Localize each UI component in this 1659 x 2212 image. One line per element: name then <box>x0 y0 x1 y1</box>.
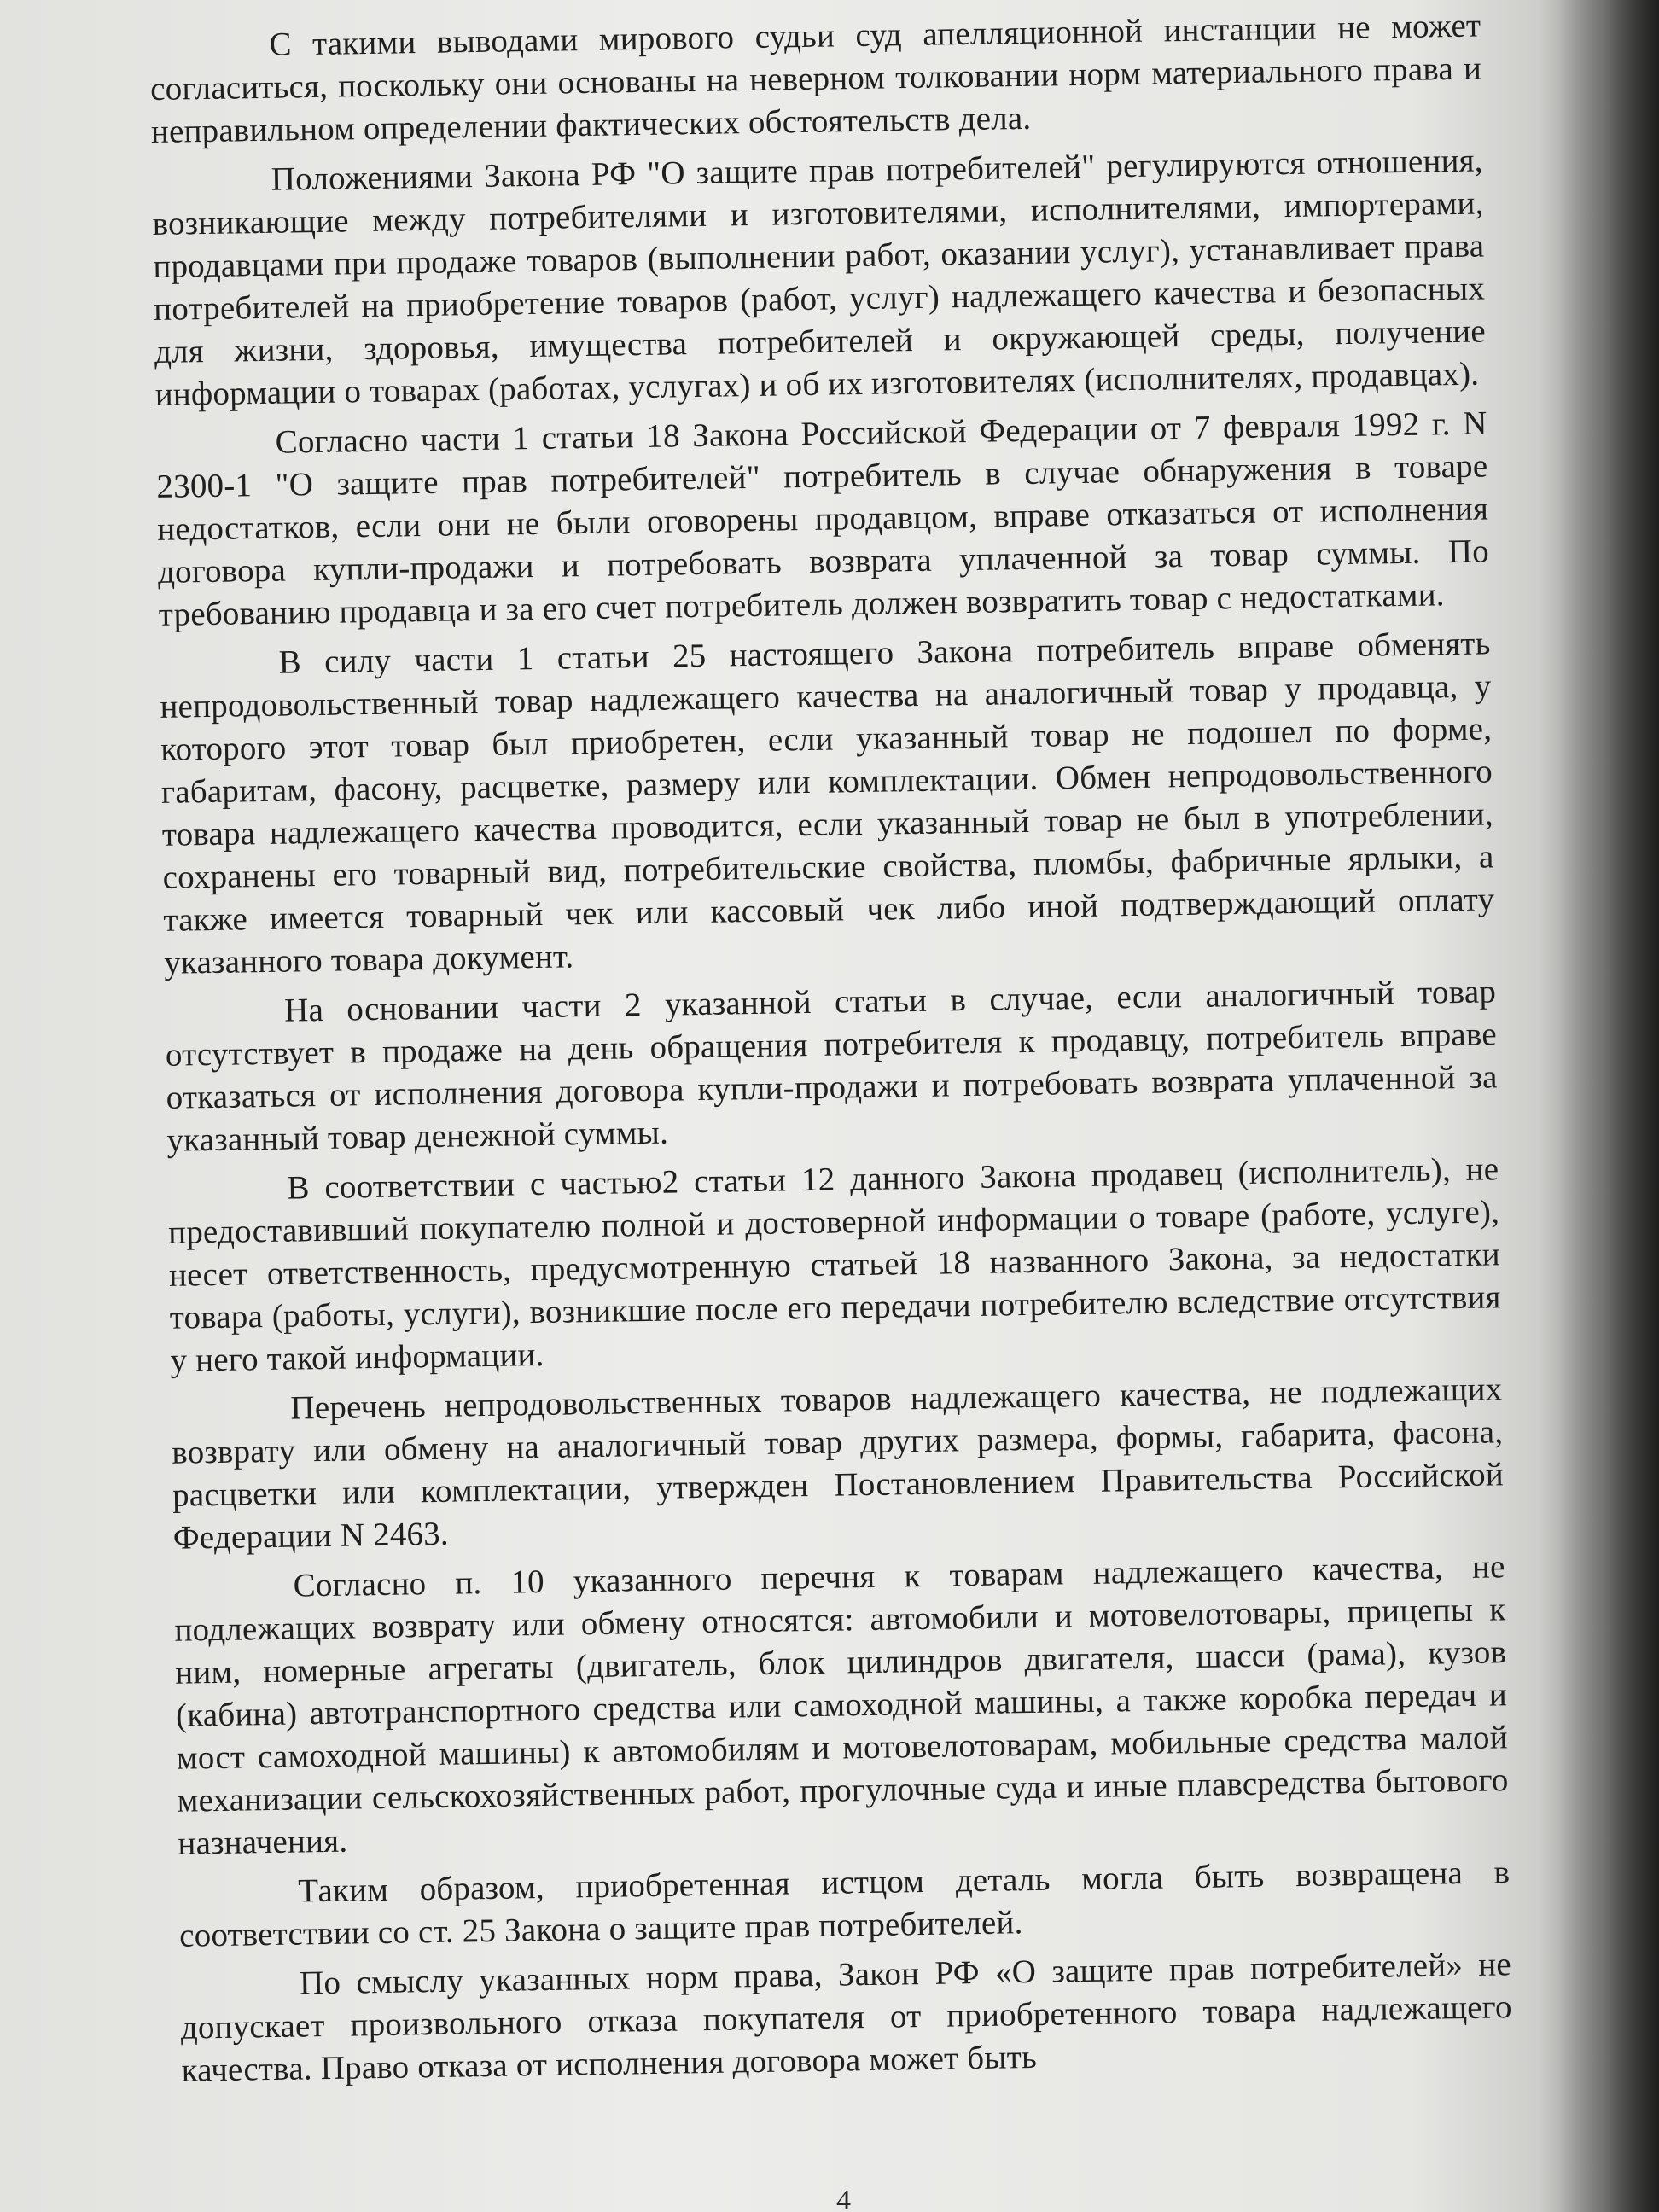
paragraph-2: Положениями Закона РФ "О защите прав потребителей" регулируются отношения, возникающие между потребителями и изготовителями, исполнителями, импортерами, продавцами при продаже товаров (выполнении работ, оказании услуг), устанавливает права потребителей на приобретение товаров (работ, услуг) надлежащего качества и безопасных для жизни, здоровья, имущества потребителей и окружающей среды, получение информации о товарах (работах, услугах) и об их изготовителях (исполнителях, продавцах). <box>152 142 1487 413</box>
page-edge-shadow <box>1540 0 1659 2212</box>
document-page <box>149 4 1515 2192</box>
paragraph-4: В силу части 1 статьи 25 настоящего Закона потребитель вправе обменять непродовольственный товар надлежащего качества на аналогичный товар у продавца, у которого этот товар был приобретен, если указанный товар не подошел по форме, габаритам, фасону, расцветке, размеру или комплектации. Обмен непродовольственного товара надлежащего качества проводится, если указанный товар не был в употреблении, сохранены его товарный вид, потребительские свойства, пломбы, фабричные ярлыки, а также имеется товарный чек или кассовый чек либо иной подтверждающий оплату указанного товара документ. <box>160 625 1495 981</box>
paragraph-6: В соответствии с частью2 статьи 12 данного Закона продавец (исполнитель), не предоставивший покупателю полной и достоверной информации о товаре (работе, услуге), несет ответственность, предусмотренную статьей 18 названного Закона, за недостатки товара (работы, услуги), возникшие после его передачи потребителю вследствие отсутствия у него такой информации. <box>167 1150 1501 1379</box>
paragraph-9: Таким образом, приобретенная истцом деталь могла быть возвращена в соответствии со ст. 25 Закона о защите прав потребителей. <box>178 1854 1511 1954</box>
paragraph-8: Согласно п. 10 указанного перечня к товарам надлежащего качества, не подлежащих возврату или обмену относятся: автомобили и мотовелотовары, прицепы к ним, номерные агрегаты (двигатель, блок цилиндров двигателя, шасси (рама), кузов (кабина) автотранспортного средства или самоходной машины, а также коробка передач и мост самоходной машины) к автомобилям и мотовелотоварам, мобильные средства малой механизации сельскохозяйственных работ, прогулочные суда и иные плавсредства бытового назначения. <box>174 1548 1509 1862</box>
paragraph-3: Согласно части 1 статьи 18 Закона Российской Федерации от 7 февраля 1992 г. N 2300-1 "О защите прав потребителей" потребитель в случае обнаружения в товаре недостатков, если они не были оговорены продавцом, вправе отказаться от исполнения договора купли-продажи и потребовать возврата уплаченной за товар суммы. По требованию продавца и за его счет потребитель должен возвратить товар с недостатками. <box>156 405 1490 633</box>
paragraph-7: Перечень непродовольственных товаров надлежащего качества, не подлежащих возврату или обмену на аналогичный товар других размера, формы, габарита, фасона, расцветки или комплектации, утвержден Постановлением Правительства Российской Федерации N 2463. <box>171 1371 1505 1557</box>
paragraph-10: По смыслу указанных норм права, Закон РФ «О защите прав потребителей» не допускает произвольного отказа покупателя от приобретенного товара надлежащего качества. Право отказа от исполнения договора может быть <box>180 1946 1513 2089</box>
page-number: 4 <box>836 2185 851 2212</box>
paragraph-1: С такими выводами мирового судьи суд апелляционной инстанции не может согласиться, поскольку они основаны на неверном толковании норм материального права и неправильном определении фактических обстоятельств дела. <box>149 7 1482 150</box>
paragraph-5: На основании части 2 указанной статьи в случае, если аналогичный товар отсутствует в продаже на день обращения потребителя к продавцу, потребитель вправе отказаться от исполнения договора купли-продажи и потребовать возврата уплаченной за указанный товар денежной суммы. <box>165 973 1498 1159</box>
